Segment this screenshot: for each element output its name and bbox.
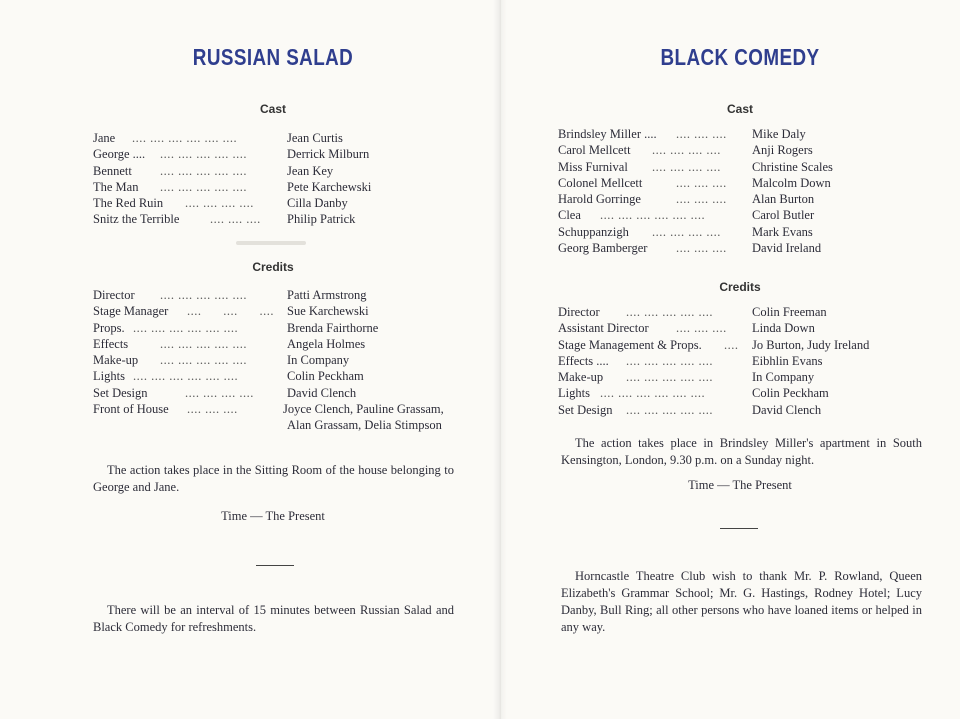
leader-dots: .... .... .... .... .... [160,163,247,178]
cast-name: Malcolm Down [752,175,831,190]
leader-dots: .... .... .... [210,212,261,227]
list-item [88,211,458,227]
list-item [556,126,924,142]
credit-name: David Clench [287,385,357,400]
credit-role: Make-up [93,353,139,368]
credit-role: Set Design [93,385,148,400]
list-item [556,224,924,240]
cast-role: Schuppanzigh [558,224,629,239]
leader-dots: .... .... .... .... .... [626,402,713,417]
leader-dots: .... .... .... .... .... [160,353,247,368]
leader-dots: .... .... .... .... .... [626,370,713,385]
list-item [556,175,924,191]
leader-dots: .... .... .... .... .... .... [600,386,706,401]
cast-name: Christine Scales [752,159,833,174]
credit-role: Make-up [558,370,604,385]
credit-name: In Company [287,353,350,368]
cast-role: George .... [93,147,146,162]
credit-name: Alan Grassam, Delia Stimpson [287,418,442,433]
list-item [88,287,458,303]
thanks-text: Horncastle Theatre Club wish to thank Mr. P. Rowland, Queen Elizabeth's Grammar School; Mr. G. Hastings, Rodney Hotel; Lucy Danby, Bull Ring; all other persons who have loaned items or helped in any way. [561,569,922,634]
credit-role: Assistant Director [558,321,649,336]
credit-name: Patti Armstrong [287,288,367,302]
list-item [556,240,924,256]
leader-dots: .... .... .... [676,192,727,207]
right-credits-heading: Credits [719,280,761,294]
list-item [88,195,458,211]
leader-dots: .... .... .... .... .... .... [132,131,238,145]
list-item [556,304,924,320]
list-item [88,130,458,146]
right-cast-list [556,126,924,256]
cast-role: Carol Mellcett [558,143,631,158]
leader-dots: .... .... .... .... [652,224,721,239]
credit-role: Set Design [558,402,613,417]
leader-dots: .... .... .... [676,175,727,190]
section-divider [256,565,294,566]
credit-role: Effects [93,336,129,351]
list-item [556,142,924,158]
cast-name: Derrick Milburn [287,147,370,162]
list-item [556,320,924,336]
leader-dots: .... .... .... .... [652,159,721,174]
credit-role: Stage Manager [93,304,169,319]
left-cast-list [88,130,458,228]
ink-smudge [236,241,306,245]
cast-role: Georg Bamberger [558,241,648,256]
credit-name: Angela Holmes [287,336,366,351]
leader-dots: .... .... .... .... .... [160,336,247,351]
credit-name: Sue Karchewski [287,304,369,319]
credit-name: Eibhlin Evans [752,353,823,368]
credit-role: Lights [93,369,125,384]
credit-name: Colin Freeman [752,305,827,319]
cast-name: Mark Evans [752,224,813,239]
right-page-title: BLACK COMEDY [660,44,820,70]
list-item [556,191,924,207]
cast-name: Carol Butler [752,208,815,223]
credit-name: David Clench [752,402,822,417]
cast-name: David Ireland [752,241,822,256]
section-divider [720,528,758,529]
leader-dots: .... .... .... .... .... [160,288,247,302]
leader-dots: .... [724,337,739,352]
credit-role: Director [558,305,600,319]
leader-dots: .... .... .... .... .... .... [600,208,706,223]
cast-role: Harold Gorringe [558,192,641,207]
right-credits-list [556,304,924,418]
credit-name: Jo Burton, Judy Ireland [752,337,870,352]
cast-role: Miss Furnival [558,159,628,174]
cast-name: Mike Daly [752,127,806,141]
cast-role: Colonel Mellcett [558,175,643,190]
left-credits-list [88,287,458,434]
credit-name: Colin Peckham [752,386,829,401]
cast-role: The Red Ruin [93,196,164,211]
right-page [556,0,924,719]
cast-role: Snitz the Terrible [93,212,180,227]
right-time-text: Time — The Present [688,478,792,492]
cast-name: Alan Burton [752,192,815,207]
cast-role: The Man [93,179,139,194]
leader-dots: .... .... .... .... .... [160,147,247,162]
left-action-text: The action takes place in the Sitting Room of the house belonging to George and Jane. [93,463,454,494]
list-item [556,369,924,385]
list-item [88,368,458,384]
right-cast-heading: Cast [726,102,753,116]
left-page-title: RUSSIAN SALAD [192,44,354,70]
leader-dots: .... .... .... .... [652,143,721,158]
leader-dots: .... .... .... .... .... [160,179,247,194]
leader-dots: .... .... .... [676,321,727,336]
left-credits-heading: Credits [252,260,294,274]
list-item [88,401,458,417]
list-item [88,385,458,401]
list-item [88,163,458,179]
credit-name: Joyce Clench, Pauline Grassam, [283,402,444,417]
list-item [556,207,924,223]
cast-role: Bennett [93,163,132,178]
cast-name: Philip Patrick [287,212,356,227]
cast-name: Cilla Danby [287,196,348,211]
cast-role: Brindsley Miller .... [558,127,657,141]
credit-role: Lights [558,386,590,401]
left-time-text: Time — The Present [221,509,325,523]
leader-dots: .... .... .... .... .... .... [133,369,239,384]
leader-dots: .... .... .... .... .... [626,353,713,368]
credit-name: Brenda Fairthorne [287,320,379,335]
credit-name: Colin Peckham [287,369,364,384]
cast-name: Anji Rogers [752,143,813,158]
list-item [88,336,458,352]
credit-role: Stage Management & Props. [558,337,702,352]
leader-dots: .... .... .... [676,127,727,141]
leader-dots: .... .... .... [187,304,274,319]
cast-role: Jane [93,131,116,145]
leader-dots: .... .... .... .... [185,385,254,400]
cast-role: Clea [558,208,581,223]
leader-dots: .... .... .... [187,402,238,417]
credit-name: In Company [752,370,815,385]
interval-text: There will be an interval of 15 minutes between Russian Salad and Black Comedy for refreshments. [93,603,454,634]
list-item [88,303,458,319]
left-page [88,0,458,719]
leader-dots: .... .... .... .... .... .... [133,320,239,335]
right-action-text: The action takes place in Brindsley Miller's apartment in South Kensington, London, 9.30 p.m. on a Sunday night. [561,436,922,467]
credit-name: Linda Down [752,321,815,336]
credit-role: Props. [93,320,125,335]
left-cast-heading: Cast [259,102,286,116]
list-item [556,353,924,369]
list-item [88,320,458,336]
list-item [556,385,924,401]
page-fold [493,0,507,719]
list-item [556,402,924,418]
list-item [88,417,458,433]
cast-name: Jean Curtis [287,131,343,145]
list-item [556,159,924,175]
cast-name: Pete Karchewski [287,179,372,194]
leader-dots: .... .... .... .... [185,196,254,211]
cast-name: Jean Key [287,163,334,178]
leader-dots: .... .... .... .... .... [626,305,713,319]
credit-role: Front of House [93,402,169,417]
list-item [88,352,458,368]
list-item [88,179,458,195]
list-item [88,146,458,162]
credit-role: Director [93,288,135,302]
list-item [556,337,924,353]
credit-role: Effects .... [558,353,609,368]
leader-dots: .... .... .... [676,241,727,256]
